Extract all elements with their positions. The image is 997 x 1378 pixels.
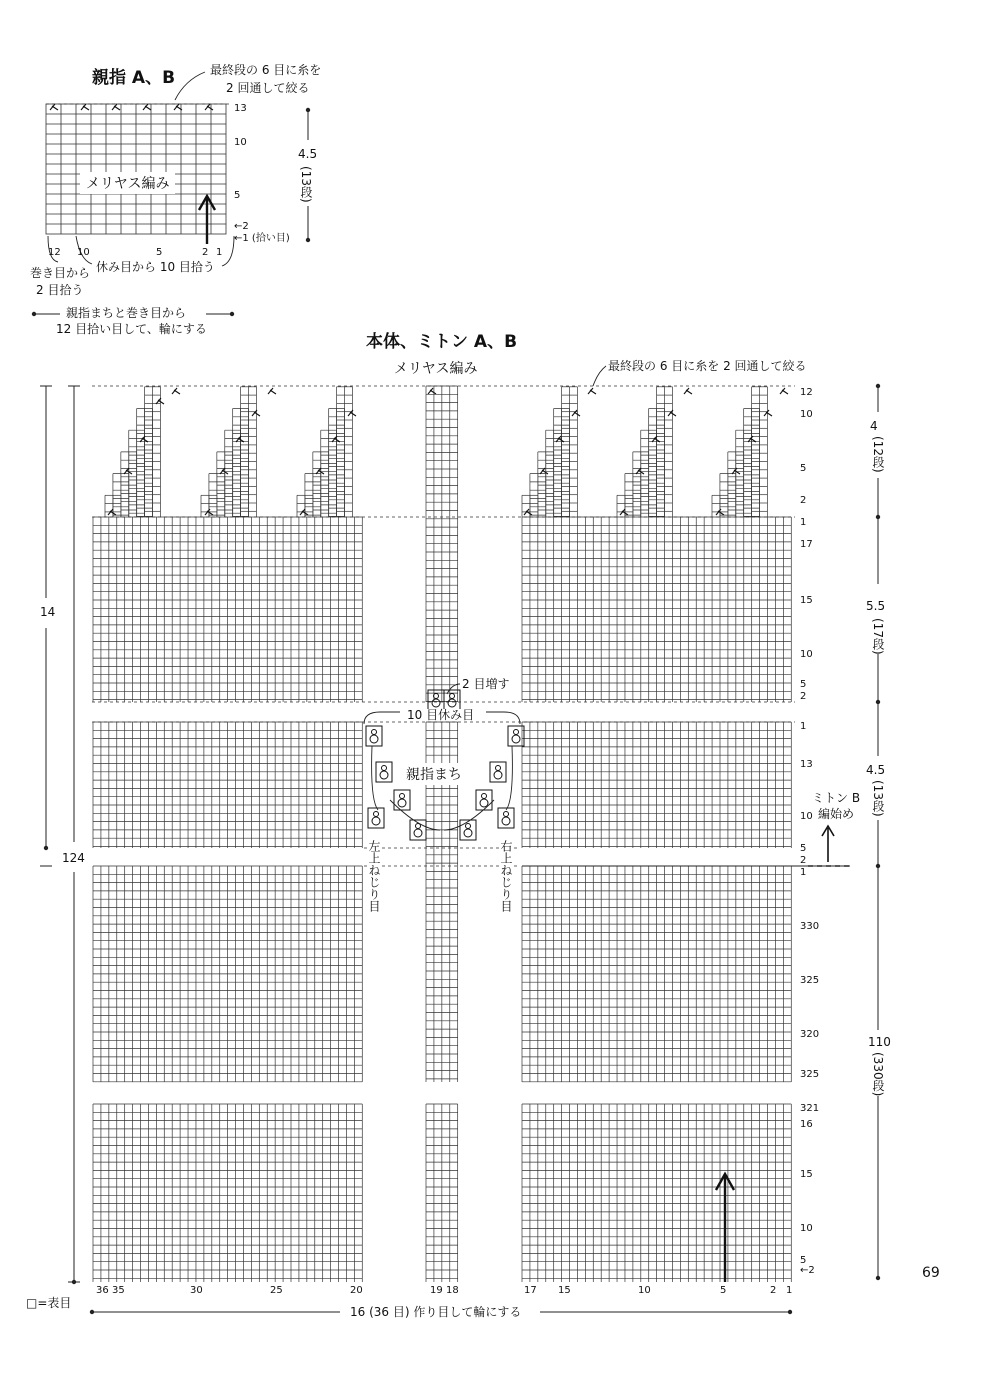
row-label: 10: [800, 409, 813, 420]
decrease-mark: [143, 104, 151, 110]
grid-block: [93, 517, 362, 702]
thumb-bottom-note-1: 親指まちと巻き目から: [66, 306, 187, 320]
decrease-mark: [540, 468, 548, 474]
body-stitch-label: メリヤス編み: [394, 361, 478, 377]
left-dim-124: 124: [62, 851, 85, 865]
col-label: 25: [270, 1285, 283, 1296]
row-label: 12: [800, 387, 813, 398]
col-label: 19: [430, 1285, 443, 1296]
decrease-mark: [112, 104, 120, 110]
decrease-mark: [572, 410, 580, 416]
twist-mark: [394, 790, 410, 810]
dim-dot: [876, 864, 880, 868]
row-label: 15: [800, 595, 813, 606]
row-label: ←2: [800, 1265, 815, 1276]
row-label: 325: [800, 1069, 820, 1080]
body-right-twist: 右上ねじり目: [499, 840, 513, 912]
thumb-col-2: 2: [202, 247, 209, 258]
twist-mark: [508, 726, 524, 746]
decrease-mark: [172, 388, 180, 394]
dim-dot: [230, 312, 234, 316]
body-rest: 10 目休み目: [404, 709, 477, 721]
thumb-rows: (13段): [299, 166, 313, 203]
dim-dot: [306, 108, 310, 112]
thumb-row-10: 10: [234, 137, 247, 148]
body-left-twist: 左上ねじり目: [367, 840, 381, 912]
col-label: 2: [770, 1285, 777, 1296]
decrease-mark: [268, 388, 276, 394]
decrease-mark: [668, 410, 676, 416]
thumb-col-10: 10: [77, 247, 90, 258]
twist-mark: [490, 762, 506, 782]
row-label: 321: [800, 1103, 820, 1114]
col-label: 10: [638, 1285, 651, 1296]
grid-block: [522, 517, 791, 702]
row-label: 13: [800, 759, 813, 770]
decrease-mark: [205, 104, 213, 110]
twist-mark: [376, 762, 392, 782]
decrease-mark: [588, 388, 596, 394]
dim-dot: [876, 1276, 880, 1280]
body-title: 本体、ミトン A、B: [366, 332, 518, 352]
decrease-mark: [684, 388, 692, 394]
right-dim-rows-3: (13段): [871, 780, 885, 817]
dim-dot: [72, 1280, 76, 1284]
twist-mark: [366, 726, 382, 746]
twist-mark: [498, 808, 514, 828]
body-grid: [93, 386, 791, 1282]
row-label: 2: [800, 691, 807, 702]
row-label: 10: [800, 1223, 813, 1234]
dashed-lines: [46, 104, 795, 866]
right-dim-rows-1: (12段): [871, 436, 885, 473]
row-label: 5: [800, 843, 807, 854]
row-label: 10: [800, 649, 813, 660]
col-label: 17: [524, 1285, 537, 1296]
row-label: 17: [800, 539, 813, 550]
thumb-row-2: ←2: [234, 221, 249, 232]
row-label: 320: [800, 1029, 820, 1040]
decrease-mark: [316, 468, 324, 474]
thumb-note-finish-1: 最終段の 6 目に糸を: [210, 63, 322, 77]
col-label: 20: [350, 1285, 363, 1296]
grid-block: [145, 387, 161, 517]
dim-dot: [306, 238, 310, 242]
row-label: 5: [800, 679, 807, 690]
col-label: 35: [112, 1285, 125, 1296]
thumb-size: 4.5: [298, 147, 318, 161]
mitten-b-start-1: ミトン B: [812, 791, 861, 805]
row-label: 325: [800, 975, 820, 986]
grid-block: [93, 722, 362, 848]
grid-block: [522, 1104, 791, 1282]
row-label: 2: [800, 495, 807, 506]
decrease-mark: [50, 104, 58, 110]
grid-block: [522, 866, 791, 1082]
col-label: 15: [558, 1285, 571, 1296]
body-increase: 2 目増す: [462, 677, 510, 691]
decrease-mark: [348, 410, 356, 416]
right-dim-size-2: 5.5: [866, 599, 886, 613]
col-label: 5: [720, 1285, 727, 1296]
grid-block: [657, 387, 673, 517]
grid-block: [426, 386, 458, 702]
col-label: 1: [786, 1285, 793, 1296]
decrease-mark: [252, 410, 260, 416]
dim-dot: [90, 1310, 94, 1314]
thumb-row-1: ←1 (拾い目): [234, 233, 290, 244]
cast-on-note: 16 (36 目) 作り目して輪にする: [350, 1305, 522, 1319]
thumb-row-13: 13: [234, 103, 247, 114]
thumb-title: 親指 A、B: [92, 68, 176, 88]
dim-dot: [876, 384, 880, 388]
thumb-col-1: 1: [216, 247, 223, 258]
grid-block: [426, 1104, 458, 1282]
col-label: 30: [190, 1285, 203, 1296]
thumb-pickup-left-2: 2 目拾う: [36, 283, 84, 297]
thumb-col-12: 12: [48, 247, 61, 258]
right-dim-size-1: 4: [870, 419, 878, 433]
right-dim-rows-2: (17段): [871, 618, 885, 655]
thumb-col-5: 5: [156, 247, 163, 258]
row-label: 1: [800, 867, 807, 878]
col-label: 36: [96, 1285, 109, 1296]
decrease-mark: [81, 104, 89, 110]
row-label: 1: [800, 721, 807, 732]
thumb-pickup-left-1: 巻き目から: [30, 266, 91, 280]
thumb-grid: [46, 104, 226, 234]
decrease-mark: [220, 468, 228, 474]
dim-dot: [44, 846, 48, 850]
col-label: 18: [446, 1285, 459, 1296]
grid-block: [522, 722, 791, 848]
decrease-mark: [764, 410, 772, 416]
grid-block: [93, 1104, 362, 1282]
twist-mark: [460, 820, 476, 840]
thumb-stitch-label: メリヤス編み: [80, 172, 175, 194]
right-dim-rows-4: (330段): [871, 1052, 885, 1097]
body-gusset: 親指まち: [400, 763, 468, 785]
right-dim-size-3: 4.5: [866, 763, 886, 777]
row-label: 5: [800, 1255, 807, 1266]
left-dim-14: 14: [40, 605, 56, 619]
dim-dot: [32, 312, 36, 316]
dim-dot: [876, 700, 880, 704]
legend: □=表目: [26, 1296, 72, 1310]
row-label: 1: [800, 517, 807, 528]
thumb-bottom-note-2: 12 目拾い目して、輪にする: [56, 322, 207, 336]
dim-dot: [788, 1310, 792, 1314]
row-label: 16: [800, 1119, 813, 1130]
right-dim-size-4: 110: [868, 1035, 891, 1049]
grid-block: [241, 387, 257, 517]
twist-mark: [368, 808, 384, 828]
thumb-pickup-right: 休み目から 10 目拾う: [96, 260, 215, 274]
grid-block: [562, 387, 578, 517]
grid-block: [337, 387, 353, 517]
grid-block: [752, 387, 768, 517]
row-label: 5: [800, 463, 807, 474]
decrease-mark: [124, 468, 132, 474]
thumb-note-finish-2: 2 回通して絞る: [226, 81, 310, 95]
decrease-mark: [428, 388, 436, 394]
dim-dot: [876, 515, 880, 519]
row-label: 15: [800, 1169, 813, 1180]
page-number: 69: [922, 1265, 940, 1281]
row-label: 10: [800, 811, 813, 822]
decrease-mark: [636, 468, 644, 474]
decrease-mark: [780, 388, 788, 394]
row-label: 2: [800, 855, 807, 866]
twist-mark: [476, 790, 492, 810]
body-note-finish: 最終段の 6 目に糸を 2 回通して絞る: [608, 359, 807, 373]
row-label: 330: [800, 921, 820, 932]
thumb-row-5: 5: [234, 190, 241, 201]
mitten-b-start-2: 編始め: [818, 807, 855, 821]
grid-block: [93, 866, 362, 1082]
